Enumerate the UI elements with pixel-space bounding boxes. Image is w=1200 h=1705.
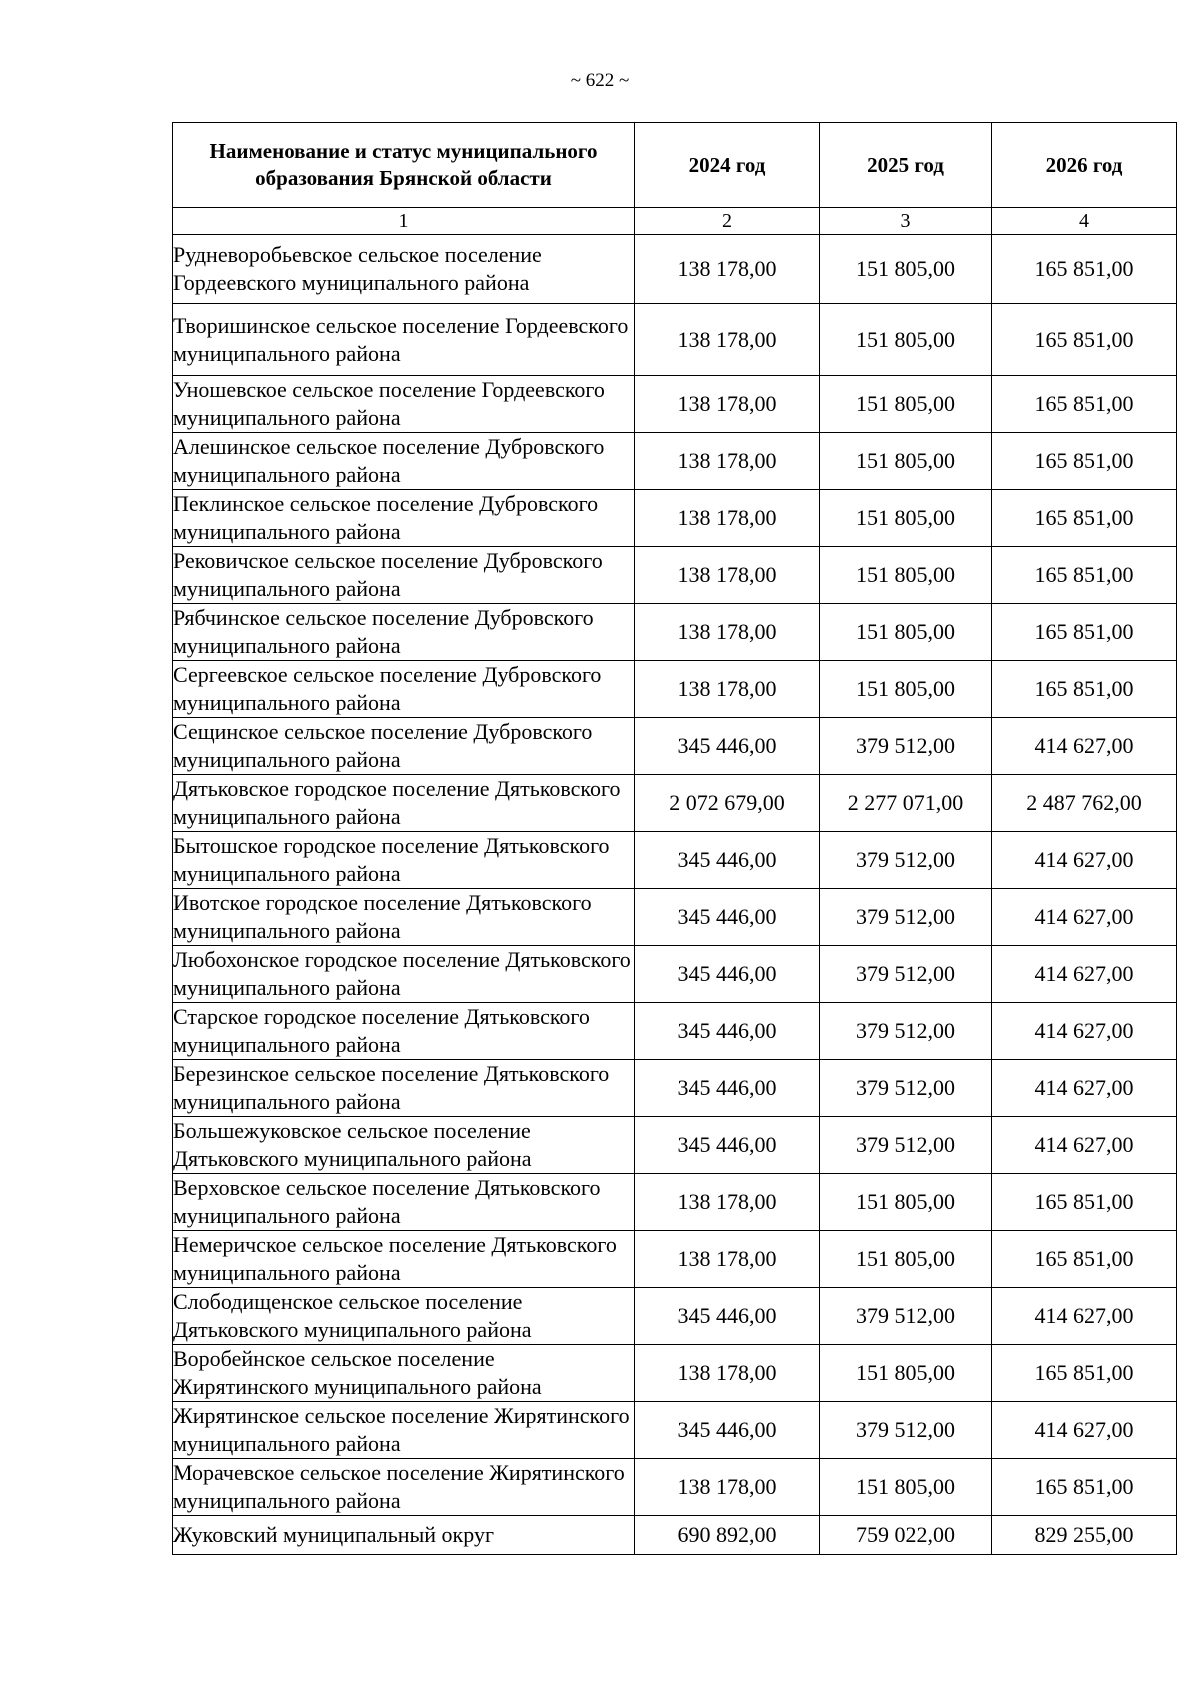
row-name-cell: Сергеевское сельское поселение Дубровского муниципального района	[173, 661, 635, 718]
row-name-cell: Старское городское поселение Дятьковского муниципального района	[173, 1003, 635, 1060]
table-row	[173, 1459, 1177, 1516]
row-2025-cell: 151 805,00	[820, 1459, 992, 1516]
row-2024-cell: 690 892,00	[635, 1516, 820, 1555]
row-2025-cell: 151 805,00	[820, 604, 992, 661]
row-name-cell: Рековичское сельское поселение Дубровского муниципального района	[173, 547, 635, 604]
row-name-cell: Морачевское сельское поселение Жирятинского муниципального района	[173, 1459, 635, 1516]
row-2026-cell: 165 851,00	[992, 1459, 1177, 1516]
row-2024-cell: 138 178,00	[635, 1174, 820, 1231]
row-2025-cell: 151 805,00	[820, 490, 992, 547]
row-2026-cell: 414 627,00	[992, 1060, 1177, 1117]
row-2026-cell: 414 627,00	[992, 1288, 1177, 1345]
table-row	[173, 832, 1177, 889]
table-row	[173, 235, 1177, 304]
column-number: 2	[635, 208, 820, 235]
table-row	[173, 889, 1177, 946]
row-2025-cell: 151 805,00	[820, 1231, 992, 1288]
row-2026-cell: 165 851,00	[992, 604, 1177, 661]
row-name-cell: Рябчинское сельское поселение Дубровского муниципального района	[173, 604, 635, 661]
row-name-cell: Бытошское городское поселение Дятьковского муниципального района	[173, 832, 635, 889]
row-2024-cell: 345 446,00	[635, 1288, 820, 1345]
table-row	[173, 490, 1177, 547]
row-2024-cell: 345 446,00	[635, 1402, 820, 1459]
row-2026-cell: 414 627,00	[992, 718, 1177, 775]
row-name-cell: Верховское сельское поселение Дятьковского муниципального района	[173, 1174, 635, 1231]
row-2026-cell: 414 627,00	[992, 1402, 1177, 1459]
table-row	[173, 304, 1177, 376]
header-2026: 2026 год	[992, 123, 1177, 208]
row-2024-cell: 138 178,00	[635, 547, 820, 604]
header-2025: 2025 год	[820, 123, 992, 208]
row-2026-cell: 414 627,00	[992, 832, 1177, 889]
table-row	[173, 1231, 1177, 1288]
row-2025-cell: 2 277 071,00	[820, 775, 992, 832]
row-2024-cell: 138 178,00	[635, 490, 820, 547]
table-row	[173, 433, 1177, 490]
table-row	[173, 1402, 1177, 1459]
row-name-cell: Сещинское сельское поселение Дубровского муниципального района	[173, 718, 635, 775]
row-2025-cell: 379 512,00	[820, 832, 992, 889]
row-2024-cell: 345 446,00	[635, 718, 820, 775]
row-2026-cell: 165 851,00	[992, 235, 1177, 304]
column-number: 4	[992, 208, 1177, 235]
table-row	[173, 547, 1177, 604]
row-2024-cell: 138 178,00	[635, 1459, 820, 1516]
row-2026-cell: 165 851,00	[992, 433, 1177, 490]
table-row	[173, 661, 1177, 718]
row-2025-cell: 151 805,00	[820, 433, 992, 490]
row-2025-cell: 151 805,00	[820, 304, 992, 376]
header-name: Наименование и статус муниципального образования Брянской области	[173, 123, 635, 208]
row-2026-cell: 414 627,00	[992, 1003, 1177, 1060]
row-2025-cell: 151 805,00	[820, 1345, 992, 1402]
row-2024-cell: 138 178,00	[635, 661, 820, 718]
row-2026-cell: 165 851,00	[992, 1345, 1177, 1402]
row-2025-cell: 151 805,00	[820, 1174, 992, 1231]
table-row	[173, 1345, 1177, 1402]
budget-table	[172, 122, 1177, 1555]
table-row	[173, 946, 1177, 1003]
row-2024-cell: 138 178,00	[635, 433, 820, 490]
row-2025-cell: 379 512,00	[820, 1117, 992, 1174]
row-2024-cell: 345 446,00	[635, 832, 820, 889]
row-2026-cell: 165 851,00	[992, 1231, 1177, 1288]
row-name-cell: Слободищенское сельское поселение Дятьковского муниципального района	[173, 1288, 635, 1345]
table-row	[173, 775, 1177, 832]
column-number: 1	[173, 208, 635, 235]
row-2024-cell: 345 446,00	[635, 1003, 820, 1060]
row-2026-cell: 829 255,00	[992, 1516, 1177, 1555]
row-name-cell: Большежуковское сельское поселение Дятьковского муниципального района	[173, 1117, 635, 1174]
row-2024-cell: 2 072 679,00	[635, 775, 820, 832]
row-2024-cell: 138 178,00	[635, 604, 820, 661]
row-2026-cell: 165 851,00	[992, 661, 1177, 718]
table-row	[173, 604, 1177, 661]
row-name-cell: Жирятинское сельское поселение Жирятинского муниципального района	[173, 1402, 635, 1459]
row-name-cell: Творишинское сельское поселение Гордеевского муниципального района	[173, 304, 635, 376]
row-name-cell: Уношевское сельское поселение Гордеевского муниципального района	[173, 376, 635, 433]
row-2024-cell: 345 446,00	[635, 946, 820, 1003]
row-2025-cell: 151 805,00	[820, 547, 992, 604]
row-2025-cell: 151 805,00	[820, 376, 992, 433]
table-row	[173, 1288, 1177, 1345]
table-body	[173, 235, 1177, 1555]
row-2024-cell: 345 446,00	[635, 889, 820, 946]
row-2026-cell: 165 851,00	[992, 547, 1177, 604]
row-2026-cell: 165 851,00	[992, 1174, 1177, 1231]
row-2026-cell: 414 627,00	[992, 946, 1177, 1003]
row-2025-cell: 379 512,00	[820, 1402, 992, 1459]
page-number: ~ 622 ~	[570, 70, 630, 91]
table-row	[173, 1117, 1177, 1174]
row-name-cell: Рудневоробьевское сельское поселение Гордеевского муниципального района	[173, 235, 635, 304]
row-2025-cell: 379 512,00	[820, 946, 992, 1003]
column-number-row	[173, 208, 1177, 235]
row-2025-cell: 151 805,00	[820, 235, 992, 304]
row-name-cell: Жуковский муниципальный округ	[173, 1516, 635, 1555]
row-2025-cell: 379 512,00	[820, 1288, 992, 1345]
row-2024-cell: 138 178,00	[635, 304, 820, 376]
row-2026-cell: 2 487 762,00	[992, 775, 1177, 832]
row-name-cell: Дятьковское городское поселение Дятьковского муниципального района	[173, 775, 635, 832]
row-2024-cell: 138 178,00	[635, 1345, 820, 1402]
row-2026-cell: 165 851,00	[992, 376, 1177, 433]
table-row	[173, 718, 1177, 775]
row-2024-cell: 138 178,00	[635, 235, 820, 304]
row-2024-cell: 345 446,00	[635, 1117, 820, 1174]
row-2025-cell: 379 512,00	[820, 1003, 992, 1060]
row-name-cell: Березинское сельское поселение Дятьковского муниципального района	[173, 1060, 635, 1117]
row-2025-cell: 759 022,00	[820, 1516, 992, 1555]
row-2024-cell: 138 178,00	[635, 1231, 820, 1288]
row-name-cell: Алешинское сельское поселение Дубровского муниципального района	[173, 433, 635, 490]
row-2025-cell: 151 805,00	[820, 661, 992, 718]
row-name-cell: Пеклинское сельское поселение Дубровского муниципального района	[173, 490, 635, 547]
row-2024-cell: 345 446,00	[635, 1060, 820, 1117]
header-row	[173, 123, 1177, 208]
row-name-cell: Немеричское сельское поселение Дятьковского муниципального района	[173, 1231, 635, 1288]
row-name-cell: Любохонское городское поселение Дятьковского муниципального района	[173, 946, 635, 1003]
row-name-cell: Воробейнское сельское поселение Жирятинского муниципального района	[173, 1345, 635, 1402]
row-2025-cell: 379 512,00	[820, 718, 992, 775]
table-row	[173, 1174, 1177, 1231]
row-2026-cell: 165 851,00	[992, 304, 1177, 376]
header-2024: 2024 год	[635, 123, 820, 208]
row-2026-cell: 414 627,00	[992, 889, 1177, 946]
row-2024-cell: 138 178,00	[635, 376, 820, 433]
row-2025-cell: 379 512,00	[820, 889, 992, 946]
row-2026-cell: 165 851,00	[992, 490, 1177, 547]
column-number: 3	[820, 208, 992, 235]
row-2025-cell: 379 512,00	[820, 1060, 992, 1117]
row-name-cell: Ивотское городское поселение Дятьковского муниципального района	[173, 889, 635, 946]
table-row	[173, 1060, 1177, 1117]
table-row	[173, 1003, 1177, 1060]
table-row	[173, 1516, 1177, 1555]
table-row	[173, 376, 1177, 433]
row-2026-cell: 414 627,00	[992, 1117, 1177, 1174]
